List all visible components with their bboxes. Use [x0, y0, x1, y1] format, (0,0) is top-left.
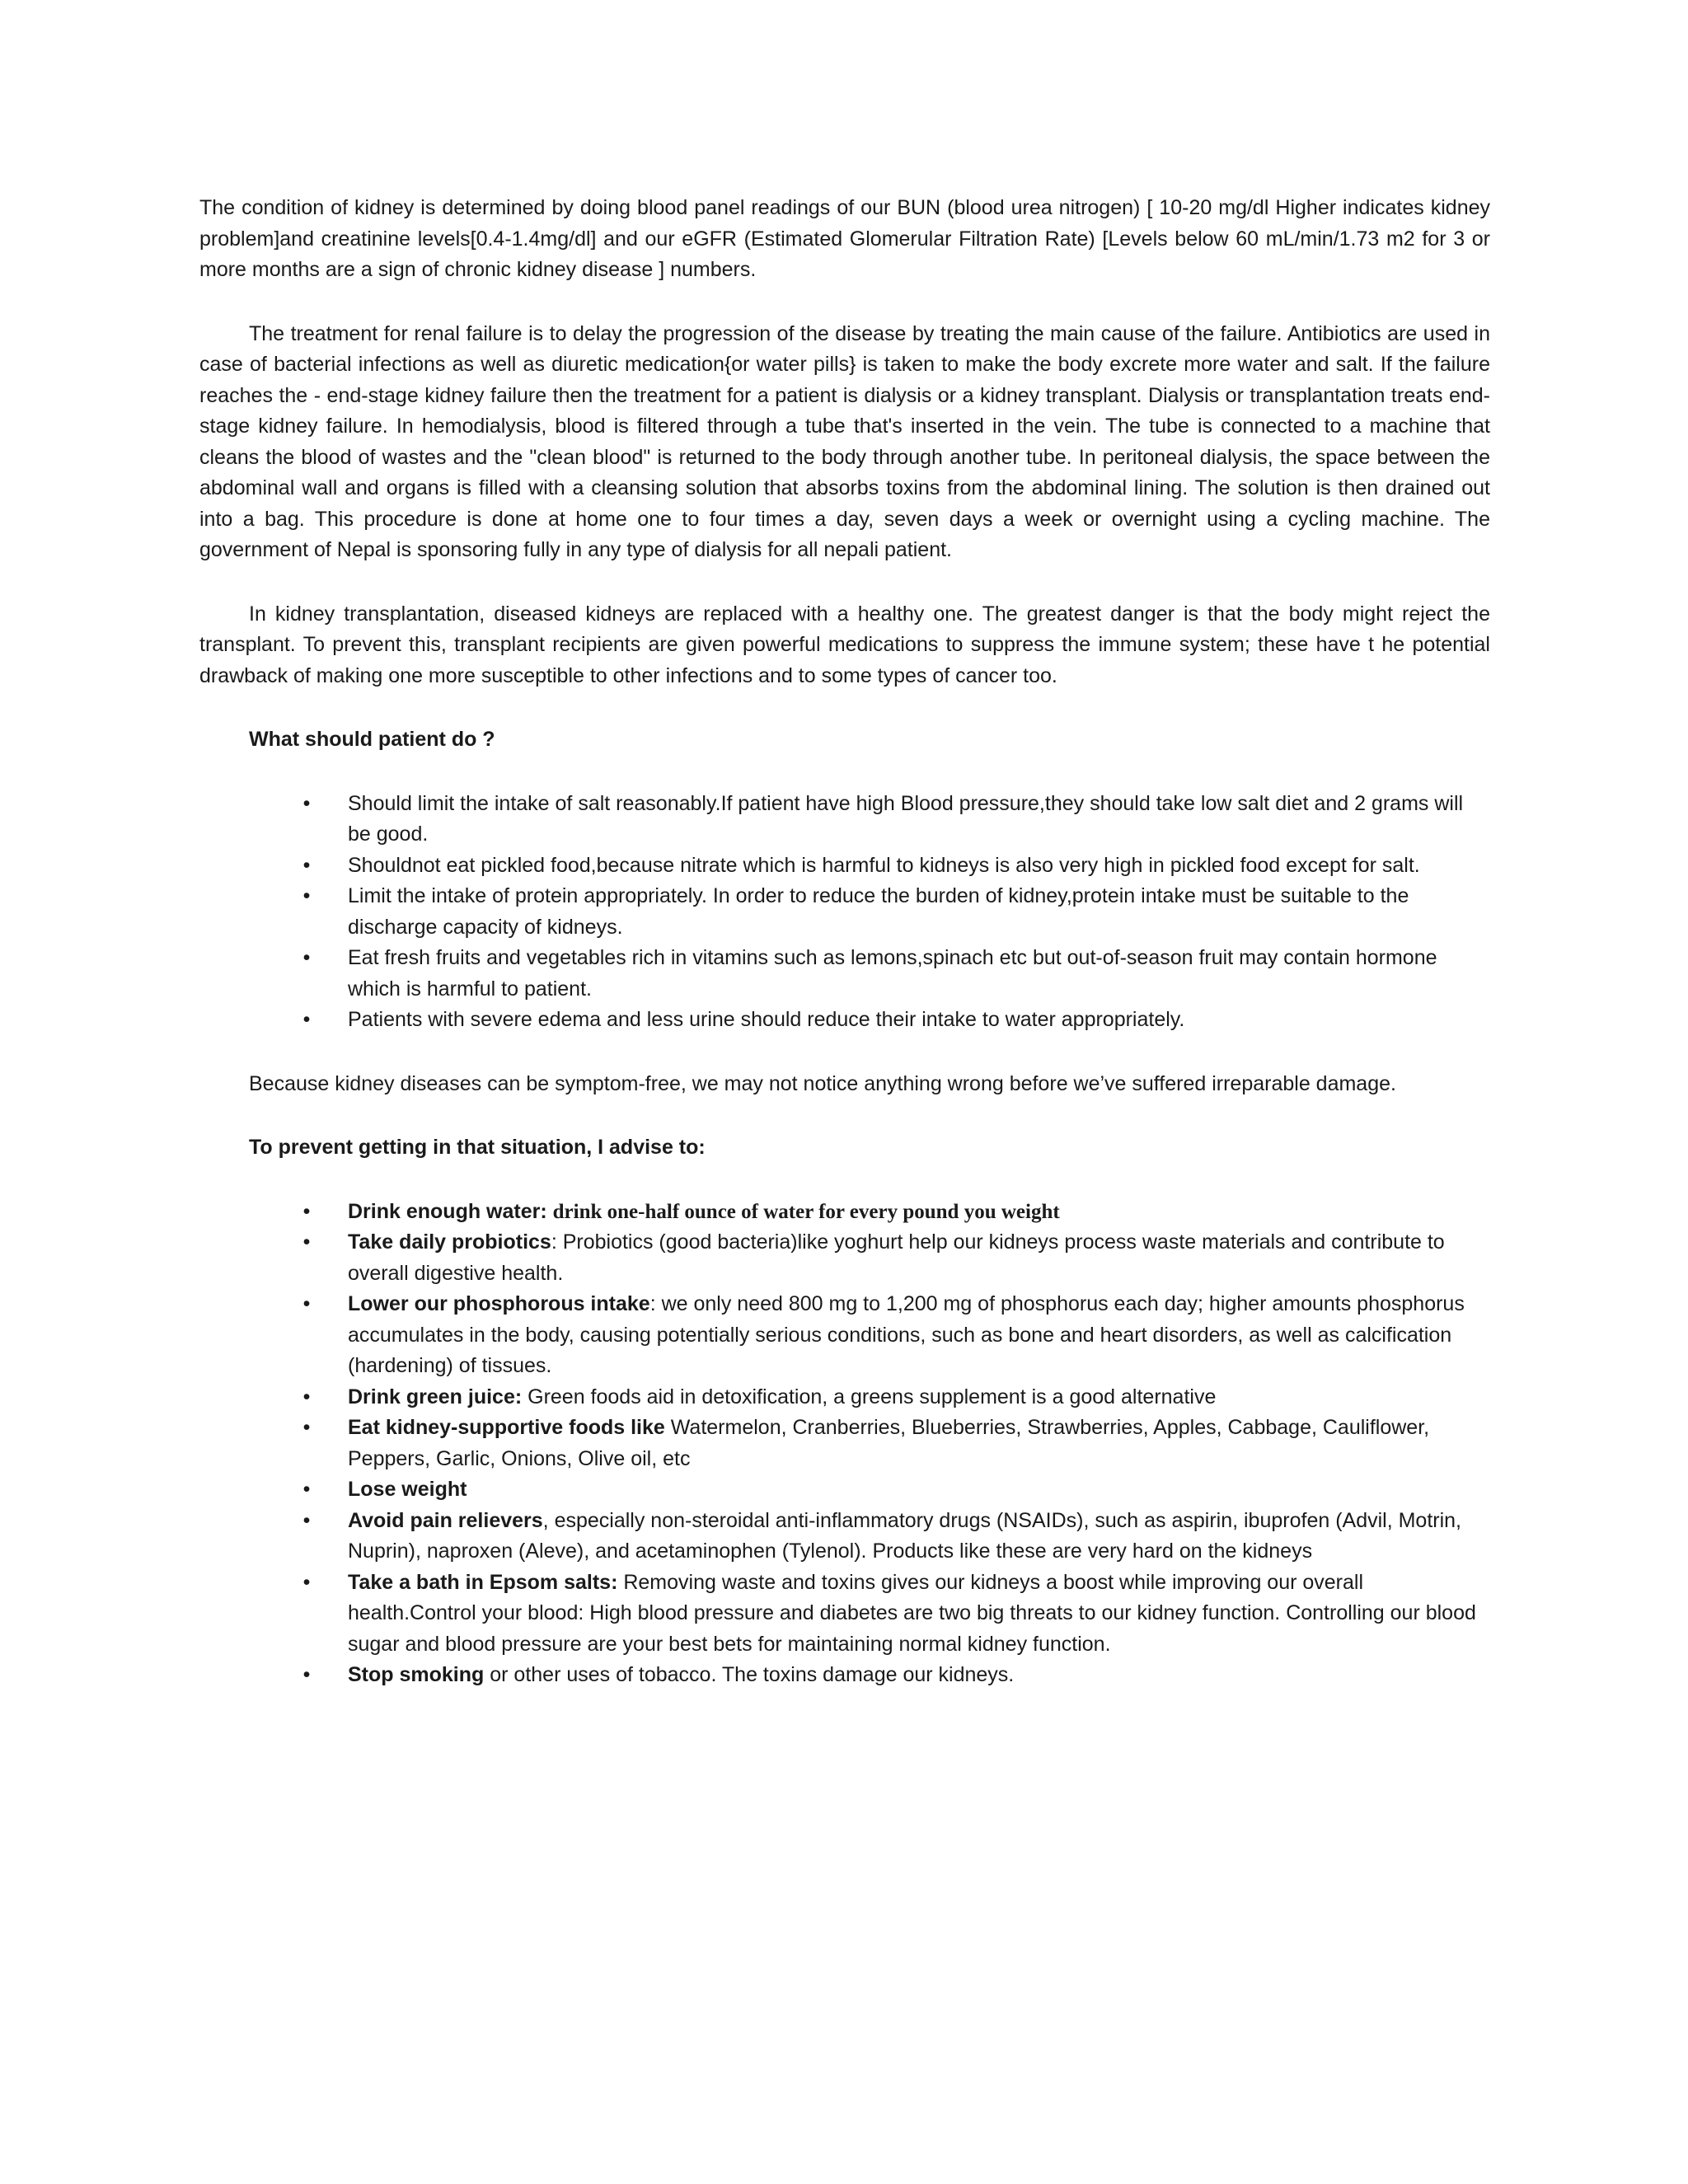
list-item — [199, 943, 1490, 1005]
list-item — [199, 1568, 1490, 1661]
paragraph-kidney-condition: The condition of kidney is determined by doing blood panel readings of our BUN (blood urea nitrogen) [ 10-20 mg/dl Higher indicates kidney problem]and creatinine levels[0.4-1.4mg/dl] and our eGFR (Estimated Glomerular Filtration Rate) [Levels below 60 mL/min/1.73 m2 for 3 or more months are a sign of chronic kidney disease ] numbers. — [199, 196, 1490, 281]
list-item — [199, 1227, 1490, 1289]
bullet-icon: • — [302, 946, 311, 969]
list-item-bold-lead: Lose weight — [348, 1478, 467, 1501]
list-item — [199, 1506, 1490, 1568]
bullet-icon: • — [302, 1416, 311, 1439]
list-item — [199, 881, 1490, 943]
list-item-bold-lead: Eat kidney-supportive foods like — [348, 1416, 665, 1439]
list-item — [199, 1413, 1490, 1474]
list-item-bold-lead: Take a bath in Epsom salts: — [348, 1570, 618, 1594]
bullet-icon: • — [302, 1508, 311, 1532]
bullet-icon: • — [302, 1663, 311, 1686]
prevention-advice-list — [199, 1197, 1490, 1691]
list-item — [199, 1382, 1490, 1413]
list-item-text: , especially non-steroidal anti-inflammatory drugs (NSAIDs), such as aspirin, ibuprofen (Advil, Motrin, Nuprin), naproxen (Aleve), and acetaminophen (Tylenol). Products like these are very hard on the kidneys — [348, 1508, 1462, 1563]
list-item — [199, 851, 1490, 882]
document-page — [199, 193, 1490, 1691]
paragraph-treatment: The treatment for renal failure is to delay the progression of the disease by treating the main cause of the failure. Antibiotics are used in case of bacterial infections as well as diuretic medication{or water pills} is taken to make the body excrete more water and salt. If the failure reaches the - end-stage kidney failure then the treatment for a patient is dialysis or a kidney transplant. Dialysis or transplantation treats end-stage kidney failure. In hemodialysis, blood is filtered through a tube that's inserted in the vein. The tube is connected to a machine that cleans the blood of wastes and the "clean blood" is returned to the body through another tube. In peritoneal dialysis, the space between the abdominal wall and organs is filled with a cleansing solution that absorbs toxins from the abdominal lining. The solution is then drained out into a bag. This procedure is done at home one to four times a day, seven days a week or overnight using a cycling machine. The government of Nepal is sponsoring fully in any type of dialysis for all nepali patient. — [199, 321, 1490, 561]
bullet-icon: • — [302, 1478, 311, 1501]
list-item — [199, 1474, 1490, 1506]
list-item-text: : Probiotics (good bacteria)like yoghurt help our kidneys process waste materials and contribute to overall digestive health. — [348, 1230, 1445, 1285]
list-item-text: Green foods aid in detoxification, a greens supplement is a good alternative — [522, 1385, 1217, 1408]
list-item-bold-serif: drink one-half ounce of water for every pound you weight — [552, 1200, 1060, 1223]
list-item-text: Limit the intake of protein appropriately. In order to reduce the burden of kidney,protein intake must be suitable to the discharge capacity of kidneys. — [348, 884, 1409, 939]
bullet-icon: • — [302, 1008, 311, 1031]
list-item — [199, 1289, 1490, 1382]
list-item-text: Removing waste and toxins gives our kidneys a boost while improving our overall health.Control your blood: High blood pressure and diabetes are two big threats to our kidney function. Controlling our blood sugar and blood pressure are your best bets for maintaining normal kidney function. — [348, 1570, 1476, 1656]
list-item-text: Eat fresh fruits and vegetables rich in vitamins such as lemons,spinach etc but out-of-season fruit may contain hormone which is harmful to patient. — [348, 946, 1437, 1001]
list-item-bold-lead: Take daily probiotics — [348, 1230, 551, 1254]
list-item-bold-lead: Lower our phosphorous intake — [348, 1292, 650, 1315]
list-item-text: Watermelon, Cranberries, Blueberries, Strawberries, Apples, Cabbage, Cauliflower, Peppers, Garlic, Onions, Olive oil, etc — [348, 1416, 1430, 1470]
bullet-icon: • — [302, 1385, 311, 1408]
bullet-icon: • — [302, 791, 311, 815]
bullet-icon: • — [302, 884, 311, 907]
list-item-bold-lead: Stop smoking — [348, 1663, 485, 1686]
list-item — [199, 1660, 1490, 1691]
symptom-free-note: Because kidney diseases can be symptom-free, we may not notice anything wrong before we’ve suffered irreparable damage. — [249, 1071, 1396, 1095]
bullet-icon: • — [302, 1570, 311, 1594]
list-item-bold-lead: Drink enough water: — [348, 1199, 553, 1223]
list-item — [199, 789, 1490, 851]
list-item-bold-lead: Drink green juice: — [348, 1385, 523, 1408]
list-item — [199, 1197, 1490, 1228]
paragraph-transplantation: In kidney transplantation, diseased kidneys are replaced with a healthy one. The greatest danger is that the body might reject the transplant. To prevent this, transplant recipients are given powerful medications to suppress the immune system; these have t he potential drawback of making one more susceptible to other infections and to some types of cancer too. — [199, 602, 1490, 687]
section-heading-what-should-patient-do: What should patient do ? — [249, 728, 495, 751]
list-item-text: Shouldnot eat pickled food,because nitrate which is harmful to kidneys is also very high in pickled food except for salt. — [348, 853, 1420, 877]
list-item — [199, 1005, 1490, 1036]
bullet-icon: • — [302, 1199, 311, 1223]
bullet-icon: • — [302, 1292, 311, 1315]
list-item-bold-lead: Avoid pain relievers — [348, 1508, 543, 1532]
list-item-text: : we only need 800 mg to 1,200 mg of phosphorus each day; higher amounts phosphorus accumulates in the body, causing potentially serious conditions, such as bone and heart disorders, as well as calcification (hardening) of tissues. — [348, 1292, 1465, 1377]
bullet-icon: • — [302, 1230, 311, 1254]
list-item-text: Patients with severe edema and less urine should reduce their intake to water appropriately. — [348, 1008, 1185, 1031]
patient-advice-list — [199, 789, 1490, 1036]
bullet-icon: • — [302, 853, 311, 877]
list-item-text: Should limit the intake of salt reasonably.If patient have high Blood pressure,they should take low salt diet and 2 grams will be good. — [348, 791, 1464, 846]
list-item-text: or other uses of tobacco. The toxins damage our kidneys. — [484, 1663, 1015, 1686]
section-heading-prevention: To prevent getting in that situation, I advise to: — [249, 1136, 706, 1159]
